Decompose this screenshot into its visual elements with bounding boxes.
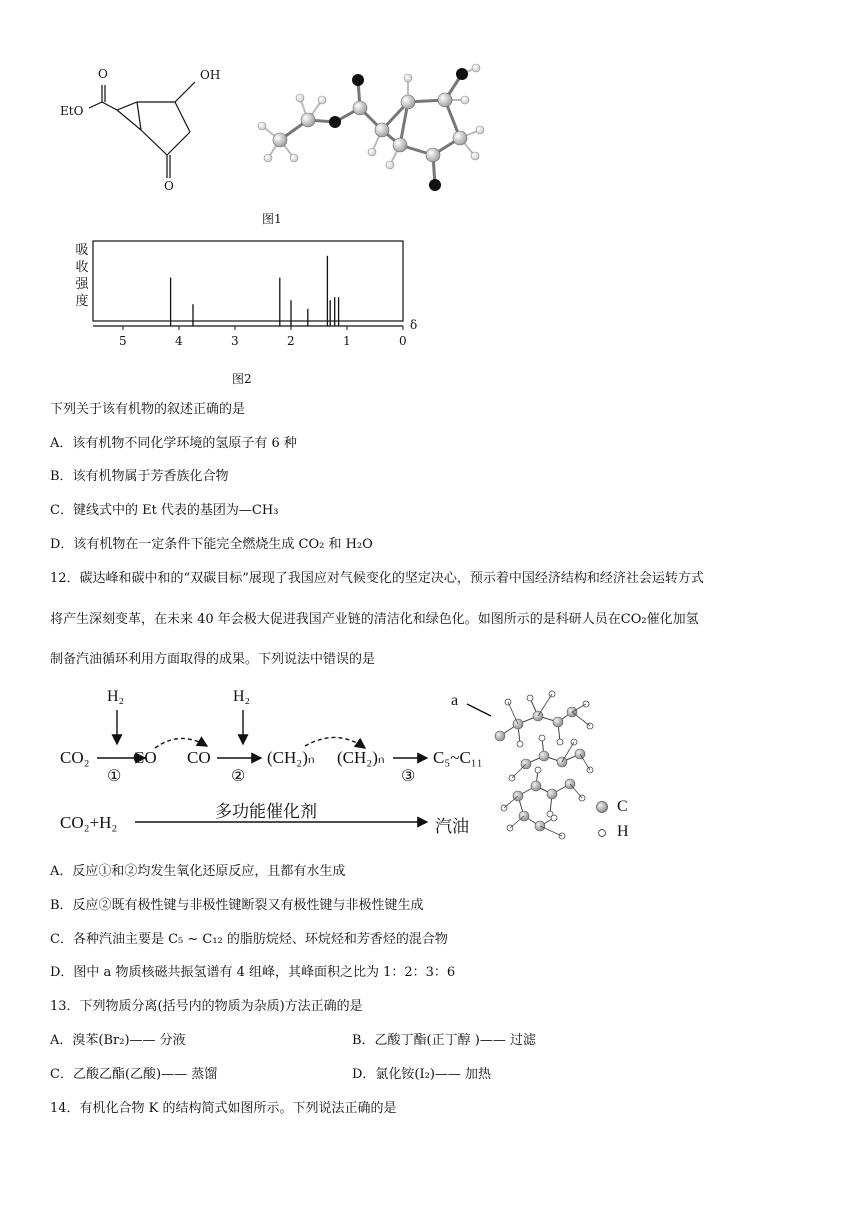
q11-option-d: D．该有机物在一定条件下能完全燃烧生成 CO₂ 和 H₂O — [50, 537, 373, 552]
step-1-label: ① — [107, 768, 122, 785]
h2-label-1: H₂ — [107, 688, 125, 705]
label-o-ketone: O — [164, 179, 174, 193]
step-3-label: ③ — [401, 768, 416, 785]
x-tick-label: 4 — [175, 334, 183, 348]
y-label-char: 强 — [75, 277, 89, 292]
y-label-char: 吸 — [75, 243, 89, 258]
q11-option-a: A．该有机物不同化学环境的氢原子有 6 种 — [50, 436, 297, 451]
q12-stem-line2: 将产生深刻变革，在未来 40 年会极大促进我国产业链的清洁化和绿色化。如图所示的是科研人员在CO₂催化加氢 — [50, 612, 699, 627]
x-tick-label: 2 — [287, 334, 295, 348]
y-label-char: 度 — [75, 294, 89, 309]
legend-h-label: H — [617, 823, 629, 840]
molecule-model — [490, 686, 600, 846]
co-label-1: CO — [133, 748, 157, 767]
ch2n-label-2: (CH₂)ₙ — [337, 748, 385, 767]
x-tick-label: 3 — [231, 334, 239, 348]
q13-option-d: D．氯化铵(I₂)—— 加热 — [352, 1067, 492, 1082]
q14-stem: 14．有机化合物 K 的结构简式如图所示。下列说法正确的是 — [50, 1101, 397, 1116]
x-tick-label: 1 — [343, 334, 351, 348]
molecule-a-label: a — [451, 692, 459, 709]
legend-c-label: C — [617, 798, 628, 815]
q12-option-d: D．图中 a 物质核磁共振氢谱有 4 组峰，其峰面积之比为 1：2：3：6 — [50, 965, 456, 980]
q11-stem: 下列关于该有机物的叙述正确的是 — [50, 402, 246, 417]
x-axis-label: δ — [410, 318, 418, 332]
q11-option-c: C．键线式中的 Et 代表的基团为—CH₃ — [50, 503, 279, 518]
reaction-scheme — [55, 686, 655, 846]
legend-swatches — [595, 800, 609, 844]
q12-stem-line3: 制备汽油循环利用方面取得的成果。下列说法中错误的是 — [50, 652, 376, 667]
q13-option-b: B．乙酸丁酯(正丁醇 )—— 过滤 — [352, 1033, 536, 1048]
x-tick-label: 0 — [399, 334, 407, 348]
ball-and-stick-model — [250, 60, 500, 200]
figure-1 — [55, 60, 455, 230]
q13-stem: 13．下列物质分离(括号内的物质为杂质)方法正确的是 — [50, 999, 363, 1014]
label-oh: OH — [200, 68, 221, 82]
step-2-label: ② — [231, 768, 246, 785]
h2-label-2: H₂ — [233, 688, 251, 705]
gasoline-label: 汽油 — [435, 817, 469, 837]
nmr-chart — [90, 238, 420, 338]
product-label: C₅~C₁₁ — [433, 748, 483, 767]
x-tick-label: 5 — [119, 334, 127, 348]
q12-option-a: A．反应①和②均发生氧化还原反应，且都有水生成 — [50, 864, 346, 879]
skeletal-formula — [55, 60, 245, 210]
q13-option-a: A．溴苯(Br₂)—— 分液 — [50, 1033, 186, 1048]
label-o-ester: O — [98, 67, 108, 81]
co2-label: CO₂ — [60, 748, 90, 767]
q13-option-c: C．乙酸乙酯(乙酸)—— 蒸馏 — [50, 1067, 218, 1082]
q12-option-b: B．反应②既有极性键与非极性键断裂又有极性键与非极性键生成 — [50, 898, 424, 913]
q12-stem-line1: 12．碳达峰和碳中和的“双碳目标”展现了我国应对气候变化的坚定决心，预示着中国经济结构和经济社会运转方式 — [50, 571, 704, 586]
figure-2-caption: 图2 — [232, 372, 252, 386]
q11-option-b: B．该有机物属于芳香族化合物 — [50, 469, 229, 484]
y-label-char: 收 — [75, 260, 89, 275]
co-label-2: CO — [187, 748, 211, 767]
figure-2 — [60, 238, 430, 388]
label-eto: EtO — [60, 104, 84, 118]
reactants-label: CO₂+H₂ — [60, 813, 118, 832]
figure-1-caption: 图1 — [262, 212, 282, 226]
ch2n-label-1: (CH₂)ₙ — [267, 748, 315, 767]
catalyst-label: 多功能催化剂 — [215, 802, 317, 822]
q12-option-c: C．各种汽油主要是 C₅ ~ C₁₂ 的脂肪烷烃、环烷烃和芳香烃的混合物 — [50, 932, 448, 947]
